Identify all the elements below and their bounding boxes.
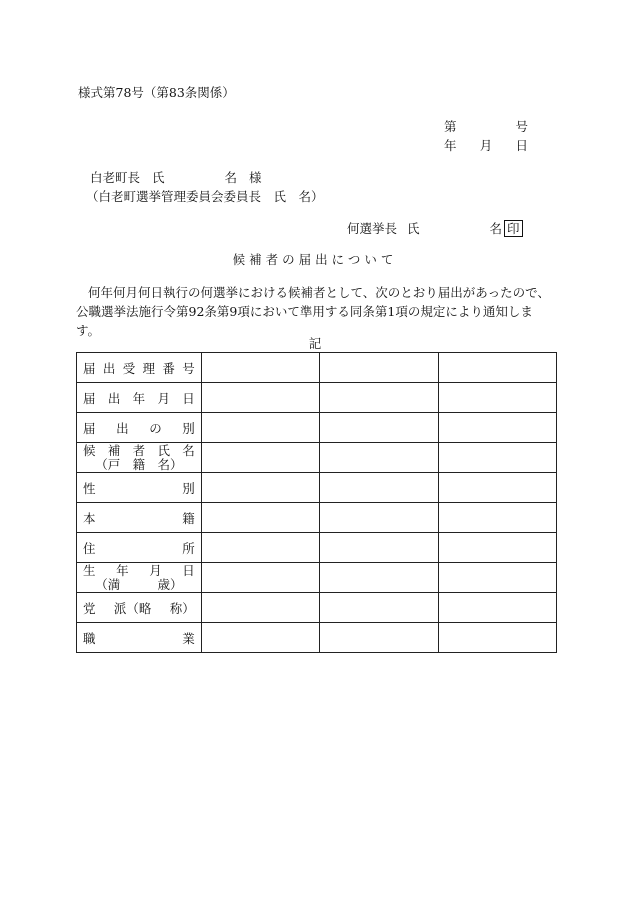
blank-cell[interactable]	[438, 623, 556, 653]
addressee-shi: 氏	[152, 170, 165, 185]
blank-cell[interactable]	[320, 353, 438, 383]
row-sublabel-char: 歳）	[157, 576, 183, 592]
table-row	[77, 563, 557, 593]
row-label-char: 届	[83, 420, 96, 436]
table-row	[77, 623, 557, 653]
sender-shi: 氏	[407, 221, 420, 236]
table-row	[77, 593, 557, 623]
seal-stamp: 印	[504, 220, 523, 237]
row-label-char: 号	[182, 360, 195, 376]
blank-cell[interactable]	[320, 563, 438, 593]
row-label-char: 出	[116, 420, 129, 436]
blank-cell[interactable]	[438, 503, 556, 533]
sender-title: 何選挙長	[347, 221, 398, 236]
number-dai: 第	[444, 119, 457, 134]
date-year: 年	[444, 138, 457, 153]
number-line	[444, 117, 528, 135]
table-row	[77, 503, 557, 533]
row-label-char: 届	[83, 360, 96, 376]
row-label-char: 受	[122, 360, 136, 376]
row-label-char: 別	[182, 480, 195, 496]
row-label-char: 候	[83, 442, 96, 458]
blank-cell[interactable]	[320, 473, 438, 503]
row-label-char: 称）	[169, 600, 195, 616]
table-row	[77, 443, 557, 473]
row-label-char: 性	[83, 480, 96, 496]
table-row	[77, 353, 557, 383]
blank-cell[interactable]	[201, 563, 319, 593]
blank-cell[interactable]	[320, 593, 438, 623]
blank-cell[interactable]	[438, 473, 556, 503]
addressee-line-1	[90, 168, 262, 186]
row-label-char: の	[149, 420, 162, 436]
row-label-char: 党	[83, 600, 96, 616]
form-number: 様式第78号（第83条関係）	[78, 85, 235, 100]
row-label	[77, 533, 202, 563]
document-title: 候補者の届出について	[232, 252, 398, 267]
blank-cell[interactable]	[438, 353, 556, 383]
row-label	[77, 623, 202, 653]
sender-mei: 名	[489, 221, 503, 236]
row-label-char: 職	[83, 630, 96, 646]
row-label-char: 月	[157, 390, 170, 406]
blank-cell[interactable]	[201, 623, 319, 653]
row-label	[77, 503, 202, 533]
row-label-char: 籍	[182, 510, 195, 526]
row-label-char: 別	[182, 420, 195, 436]
row-label-char: 月	[149, 562, 162, 578]
row-label-char: 出	[102, 360, 116, 376]
blank-cell[interactable]	[201, 533, 319, 563]
addressee-line-2: （白老町選挙管理委員会委員長 氏 名）	[86, 189, 324, 204]
row-label	[77, 473, 202, 503]
row-label-char: 年	[132, 390, 146, 406]
body-text: 何年何月何日執行の何選挙における候補者として、次のとおり届出があったので、公職選挙法施行令第92条第9項において準用する同条第1項の規定により通知します。	[76, 285, 550, 338]
row-label-char: 届	[83, 390, 96, 406]
date-line	[444, 136, 528, 154]
number-go: 号	[515, 119, 528, 134]
notification-table	[76, 352, 557, 653]
blank-cell[interactable]	[438, 443, 556, 473]
row-label-char: 理	[142, 360, 156, 376]
row-label-char: 住	[83, 540, 96, 556]
blank-cell[interactable]	[201, 593, 319, 623]
blank-cell[interactable]	[320, 503, 438, 533]
row-label	[77, 353, 202, 383]
blank-cell[interactable]	[201, 473, 319, 503]
date-month: 月	[479, 138, 493, 153]
blank-cell[interactable]	[438, 593, 556, 623]
row-sublabel-char: （満	[95, 576, 121, 592]
blank-cell[interactable]	[438, 563, 556, 593]
row-label-char: 氏	[157, 442, 170, 458]
blank-cell[interactable]	[438, 383, 556, 413]
blank-cell[interactable]	[201, 503, 319, 533]
row-label	[77, 593, 202, 623]
row-label-char: 名	[182, 442, 195, 458]
blank-cell[interactable]	[201, 443, 319, 473]
row-sublabel-char: 名）	[157, 456, 183, 472]
row-label	[77, 563, 202, 593]
blank-cell[interactable]	[320, 533, 438, 563]
blank-cell[interactable]	[320, 443, 438, 473]
row-label-char: 者	[132, 442, 146, 458]
table-row	[77, 473, 557, 503]
row-label	[77, 413, 202, 443]
date-day: 日	[515, 138, 528, 153]
addressee-title: 白老町長	[90, 170, 141, 185]
blank-cell[interactable]	[201, 413, 319, 443]
addressee-sama: 様	[249, 170, 262, 185]
blank-cell[interactable]	[438, 533, 556, 563]
blank-cell[interactable]	[320, 623, 438, 653]
row-sublabel-char: （戸	[95, 456, 121, 472]
table-row	[77, 383, 557, 413]
row-label-char: 番	[162, 360, 175, 376]
row-label-char: 日	[182, 390, 195, 406]
blank-cell[interactable]	[438, 413, 556, 443]
row-sublabel-char: 籍	[132, 456, 146, 472]
row-label-char: 業	[182, 630, 195, 646]
row-label	[77, 383, 202, 413]
row-label-char: 出	[107, 390, 121, 406]
row-label	[77, 443, 202, 473]
row-label-char: 日	[182, 562, 195, 578]
row-label-char: 派（略	[113, 600, 152, 616]
blank-cell[interactable]	[201, 353, 319, 383]
sender-line	[347, 219, 523, 237]
blank-cell[interactable]	[320, 413, 438, 443]
row-label-char: 生	[83, 562, 96, 578]
addressee-mei: 名	[224, 170, 238, 185]
row-label-char: 年	[116, 562, 129, 578]
row-label-char: 補	[107, 442, 121, 458]
ki-heading: 記	[308, 336, 322, 351]
table-row	[77, 533, 557, 563]
row-label-char: 本	[83, 510, 96, 526]
row-label-char: 所	[182, 540, 195, 556]
blank-cell[interactable]	[320, 383, 438, 413]
table-row	[77, 413, 557, 443]
blank-cell[interactable]	[201, 383, 319, 413]
